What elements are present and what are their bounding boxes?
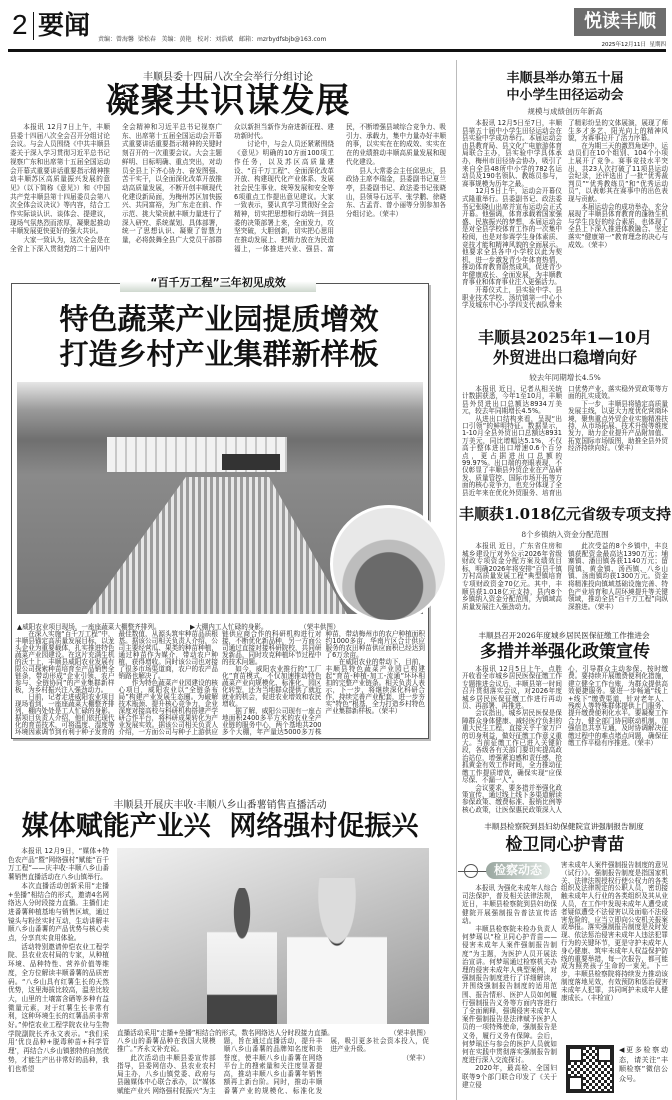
- paragraph: 本报讯 为强化未成年人综合司法保护，普及相关法律法规，近日，丰顺县检察院到县妇幼保健院开展强制报告普法宣传活动。: [462, 884, 557, 925]
- trade-subtitle: 较去年同期增长4.5%: [529, 373, 601, 382]
- paragraph: 本报讯 近日，记者从相关统计数据获悉，今年1至10月，丰顺县外贸进出口总额达8934万美元，较去年同期增长4.5%。: [462, 385, 562, 416]
- funding-subtitle: 8个乡镇纳入资金分配范围: [521, 530, 609, 539]
- procuratorate-kicker: 丰顺县检察院到县妇幼保健院宣讲强制报告制度: [484, 822, 644, 831]
- paragraph: 在威阳农业的带动下，目前，丰顺县特色蔬菜产业园已构建起“育苗-种植-加工-流通”环环相扣的完整产业链条。相关负责人表示，下一步，将继续深化科研合作，持续完善产业配套，进一步夯实“特色”根基，全力打造乡村特色产业集群新样板。（荣丰）: [325, 658, 425, 715]
- article3-kicker: 丰顺县开展庆丰收·丰顺八乡山番薯销售直播活动: [113, 800, 327, 811]
- procuratorate-body-right: [561, 862, 668, 1002]
- article3-body-bottom: [117, 1037, 429, 1099]
- paragraph: 讨论中，与会人员还紧紧围绕《意见》明确的10方面100项工作任务，以及苏区高质量建设、“百千万工程”、全面深化改革开放、构建现代化产业体系、发展社会民生事业、统筹发展和安全等6项重点工作提出意见建议。大家一致表示，要认真学习贯彻好全会精神，切实把思想和行动统一到县委的决策部署上来，全面发力，攻坚突破，大胆创新，切实把心思用在推动发展上、把精力放在为民造福上，一体推进兴业、强县、富民，不断增强县域综合竞争力、吸引力、承载力，集中力量办好丰顺的事，以实实在在的成效、实实在在的业绩推动丰顺高质量发展和现代化建设。: [234, 123, 446, 253]
- paragraph: 在为期三天的激烈角逐中，运动员们在10个组别、104个小项上展开了竞争。赛事竞技水平突出，共23人次打破了11项县运动会纪录，还评选出了一批“优秀裁判员”“优秀教练员”和“优秀运动员”，以表彰其在赛事中的出色表现与贡献。: [568, 141, 668, 203]
- paragraph: 大家一致认为，这次全会是在全省上下深入贯彻党的二十届四中全会精神和习近平总书记视察广东、出席第十五届全国运动会开幕式重要讲话重要指示精神的关键时刻召开的一次重要会议。大会主题鲜明、目标明确、重点突出，对动员全县上下齐心协力、奋发图强、苦干实干，以全面深化改革开放推动高质量发展，不断开创丰顺现代化建设新局面，为梅州苏区加快振兴、共同富裕，为广东走在前、作示范、挑大梁贡献丰顺力量进行了深入研究、系统谋划、具体部署，统一了思想认识、凝聚了智慧力量，必将鼓舞全县广大党员干部群众以新担当新作为奋进新征程、建功新时代。: [10, 123, 334, 253]
- sports-subtitle: 规模与成绩创历年新高: [527, 107, 603, 116]
- paragraph: 本次直播活动创新采用“走播+坐播”相结合的形式，邀请4名网络达人分时段接力直播。主播们走进番薯种植基地与销售区域，通过镜头与粉丝实时互动，生动讲解丰顺八乡山番薯的产品优势与核心卖点，分享真实食用体验。: [8, 881, 109, 943]
- paragraph: 此次受益的8个乡镇中，丰良镇获配资金最高达1390万元；埔寨镇、潘田镇各获1140万元；留隍镇、黄金镇、汤西镇、八乡山镇、汤南镇均获1300万元。资金将精准投向镇域基础设施完善、特色产业培育和人居环境提升等关键领域，推动全县“百千万工程”向纵深推进。（荣丰）: [568, 542, 668, 611]
- paragraph: 日前，记者走进威阳农业项目现场看到，一座座蔬菜大棚整齐排列，棚内处处是工人忙碌的身影。据项目负责人介绍，他们依托现代化的育苗技术，可将温度、湿度等环境因素调节到有利于种子发育的最佳数值，从源头筑牢种苗品质根基。据该公司相关负责人介绍，公司主要经营瓜、果类的种苗种植，通过种苗作为媒介，带动农户种植，获得增收。同时该公司也对接了很多市场渠道商，农户的农产品销路也解决了。: [15, 630, 218, 736]
- paragraph: 本报讯 12月5日至7日，丰顺县第五十届中小学生田径运动会在县实验中学成功举行。本届运动会由县教育局、县文化广电旅游体育局联合主办，县实验中学具体承办，梅州市田径协会协办，吸引了来自全县48所中小学的782名运动员及190名领队、教练员参与，赛事规模为历年之最。: [462, 119, 562, 188]
- qr-finder: [568, 1076, 583, 1091]
- paragraph: 八乡山的番薯品种在我国大规模推广。”齐永文补充说。: [117, 1037, 216, 1054]
- procuratorate-title: 检卫同心护青苗: [505, 835, 625, 855]
- livestream-photo: [117, 848, 429, 1024]
- trade-title-line1: 丰顺县2025年1—10月: [478, 328, 652, 347]
- feature-caption-credit: （荣丰供图）: [300, 623, 340, 631]
- credits-line: 责编：曾海馨 梁松春 美编：黄艳 校对：刘浩斌 邮箱：mzrbydfsbjb@163.com: [98, 36, 327, 43]
- article3-title: 媒体赋能产业兴 网络强村促振兴: [21, 811, 419, 842]
- paragraph: 下一步，丰顺县将锚定高质量发展主线，以更大力度优化营商环境，聚焦重点外贸企业实施精准扶持，从市场拓展、技术升级等维度发力，助力企业提升产品附加值、拓宽国际市场版图，助推全县外贸经济持续向好。（荣丰）: [568, 399, 668, 453]
- paragraph: 本报讯 12月5日上午，点胜开收看全市城乡居民医保征缴工作专题推进会议后，丰顺县第一时间召开贯彻落实会议，对2026年度城乡居民医保征缴工作进行再动员、再部署、再推进。: [462, 665, 562, 711]
- paragraph: 在深入实施“百千万工程”中，丰顺县锚定高质量发展目标，以龙头企业为重要载体，扎实推进特色蔬菜产业园建设。在这片充满生机的沃土上，丰顺县威阳农业发展有限公司探索种苗培育至产品销售全链条，带动形成“企业引领、农户参与、全链协同”的产业集群新样板，为乡村振兴注入强劲动力。: [15, 630, 115, 694]
- insurance-body: [462, 666, 668, 816]
- paragraph: 本报讯 12月7日上午，丰顺县委十四届八次全会召开分组讨论会议。与会人员围绕《中共丰顺县委关于深入学习贯彻习近平总书记视察广东和出席第十五届全国运动会开幕式重要讲话重要指示精神推动丰顺苏区高质量振兴发展的意见》（以下简称《意见》）和《中国共产党丰顺县第十四届委员会第八次全体会议决议》等内容，结合工作实际谈认识、谈体会、提建议，现场气氛热烈而浓厚，凝聚起推动丰顺发展更快更好的强大共识。: [10, 123, 110, 236]
- paragraph: 如今，威阳农业推行的“工厂化”育苗模式，不仅加速推动特色蔬菜产业向规模化、标准化、园区化转型，还为当地群众提供了就近就业的机会，促进农业增效和农民增收。: [222, 665, 322, 708]
- qr-finder: [597, 1047, 612, 1062]
- greenhouse-rows: [87, 477, 347, 614]
- worker-inset-photo: [330, 505, 448, 623]
- paragraph: 本届运动会的成功举办，充分展现了丰顺县体育教育的蓬勃生机与学生良好的综合素质，也体现了全县上下深入推进体教融合、坚定落实“健康第一”教育理念的决心与成效。（荣丰）: [568, 202, 668, 249]
- building: [222, 454, 280, 470]
- paragraph: 会议指出，城乡居民医保是保障群众身体健康、减轻医疗负担的重大民生工程，直接关乎千家万户的切身利益，做好征缴工作意义重大。当前征缴工作已进入关键阶段，各级各有关部门要切实提高政治站位，增强紧迫感和责任感，抢抓黄金有效工作时间，全力推动征缴工作提质增效，确保实现“应保尽保、不漏一人”。: [462, 709, 562, 785]
- paragraph: 县人大常委会主任邱思庆，县政协主席李瑞金，县委副书记夏兰亭，县委副书记、政法委书记张晓山，县领导石远平、张学鹏、徐晓东、古孟青、曾小丽等分别参加各分组讨论。（荣丰）: [346, 166, 446, 219]
- masthead-divider: [33, 12, 34, 40]
- masthead-rule: [8, 49, 666, 52]
- paragraph: 2020年，最高检、全国妇联等9个部门联合印发了《关于建立侵: [462, 1064, 557, 1089]
- byline: （荣丰）: [402, 1053, 429, 1062]
- paragraph: 会议要求，要多措并举强化政策宣传，通过线上线下多渠道解读参保政策、缴费标准、报销比例等核心政策，让医保惠民政策深入人心，引导群众主动参保、按时缴费。要持续开展缴费便利化措施，建立健全工作台账，为群众提供高效便捷服务。要进一步畅通“线上+线下”缴费渠道，针对老年人、残疾人等特殊群体提供上门服务，提升缴费便利化水平。要凝聚工作合力，健全部门协同联动机制，加强信息共享互通，及时协调解决征缴过程中的难点堵点问题，确保征缴工作平稳有序推进。（荣丰）: [462, 665, 668, 814]
- issue-date: 2025年12月11日 星期四: [601, 42, 666, 48]
- article1-body: [10, 123, 446, 255]
- paragraph: 本报讯 近日，广东省住房和城乡建设厅对外公示2026年省级财政专项资金分配方案及绩效目标，明确2026年将安排“百县千镇万村高质量发展工程”典型镇培育专项财政资金70亿元。其中，丰顺县获1.018亿元支持，县内8个乡镇纳入资金分配范围，为镇域高质量发展注入强劲动力。: [462, 542, 562, 611]
- paragraph: 本报讯 12月9日，“媒体+特色农产品”暨“网络强村”赋能“百千万工程”——庆丰收·丰顺八乡山番薯销售直播活动在八乡山镇举行。: [8, 847, 109, 882]
- wechat-qr-code[interactable]: [568, 1047, 612, 1091]
- article3-body-left: [8, 847, 109, 1073]
- feature-caption-main: ▲威阳农业项目现场，一座座蔬菜大棚整齐排列。: [17, 623, 161, 631]
- trade-title-line2: 外贸进出口稳增向好: [492, 348, 637, 367]
- host-man: [207, 888, 277, 1024]
- funding-title: 丰顺获1.018亿元省级专项支持: [459, 505, 671, 523]
- feature-title-line1: 特色蔬菜产业园提质增效: [59, 302, 379, 336]
- trade-body: [462, 386, 668, 498]
- paragraph: 丰顺县检察院未检办负责人何梦瑶以“检卫同心护青苗——侵害未成年人案件强制报告制度”为主题，为医护人员开展法治宣讲。何梦瑶通过检察机关办理的侵害未成年人典型案例，对强制报告制度进行了详细解读，并围绕强制报告制度的适用范围、报告情形、医护人员如何履行强制报告义务等方面内容进行了全面阐释，强调侵害未成年人案件强制报告是法律赋予医护人员的一项特殊使命，强制报告是义务，履行义务有保障。会后，何梦瑶还与参会的医护人员就如何在实践中贯彻落实强制报告制度进行深入交流探讨。: [462, 925, 557, 1065]
- article3-caption: 直播活动采用“走播+坐播”相结合的形式，数名网络达人分时段接力直播。: [117, 1029, 334, 1037]
- sports-body: [462, 120, 668, 314]
- article1-kicker: 丰顺县委十四届八次全会举行分组讨论: [143, 72, 313, 83]
- qr-note: ◀更多检察动态，请关注“丰顺检察”微信公众号。: [619, 1046, 668, 1083]
- feature-caption-inset: ▶大棚内工人忙碌的身影。: [190, 623, 268, 631]
- paragraph: 从进出口结构来看，呈现“出口引领”的鲜明特征。数据显示，1-10月全县外贸出口总额达8931万美元，同比增幅达5.1%，不仅高于整体进出口增速0.6个百分点，更占据进出口总额的99.97%。出口端的亮眼表现，不仅彰显了丰顺县外贸企业在产品研发、质量管控、国际市场开拓等方面的核心竞争力，也充分体现了全县近年来在优化外贸服务、培育出口优势产业、落实稳外贸政策等方面的扎实成效。: [462, 385, 668, 497]
- paragraph: 活动特别邀请仲恺农业工程学院、县农业农村局的专家，从种植环境、品种特性、营养价值等维度，全方位解读丰顺番薯的品质密码。“八乡山具有红薯生长的天然优势，这里海拔比较高，温差比较大，山里的土壤富含硒等多种有益微量元素，对于红薯生长非常有利，这种环境生长的红薯品质非常好。”仲恺农业工程学院农业与生物学院副院长齐永文表示。“我们采用‘优良品种+脱毒种苗+科学管理’，再结合八乡山镇独特的自然优势，才能生产出非常好的品种，我们也希望: [8, 942, 110, 1073]
- procuratorate-logo: [458, 861, 554, 881]
- logo-line: [458, 871, 488, 872]
- page-number: 2: [12, 9, 28, 40]
- section-logo: 悦读丰顺: [574, 8, 666, 36]
- column-divider: [456, 60, 457, 1100]
- paragraph: 12月5日上午，运动会开幕仪式隆重举行。县委副书记、政法委书记张晓山出席并宣布运动会正式开幕。他强调，体育承载着国家强盛、民族振兴的梦想，本届运动会是对全县学校体育工作的一次集中检阅，也是对参赛学生身体素质、竞技才能和精神风貌的全面展示。他要求全县各中小学校以此为契机，进一步激发青少年体育热情，推动体育教育蔚然成风，促进青少年健康成长、全面发展，为丰顺教育事业和体育事业注入更强活力。: [462, 187, 562, 287]
- paragraph: 此次活动由丰顺县委宣传部指导，县委网信办、县农业农村局主办，八乡山镇党委、政府与县融媒体中心联合承办，以“媒体赋能产业兴 网络强村促振兴”为主题，旨在通过直播活动，提升丰顺八乡山番薯的品牌知名度和美誉度，使丰顺八乡山番薯在网络平台上的搜索量和关注度显著提高，推动丰顺八乡山番薯年销售额再上新台阶。同时，推动丰顺番薯产业的规模化、标准化发展，吸引更多社会资本投入，促进产业升级。: [117, 1037, 429, 1095]
- sports-title-line2: 中小学生田径运动会: [506, 88, 624, 103]
- article1-title: 凝聚共识谋发展: [105, 81, 351, 121]
- procuratorate-body-left: [462, 884, 557, 1089]
- logo-text: 检察动态: [486, 862, 550, 879]
- feature-title-line2: 打造乡村产业集群新样板: [59, 337, 379, 371]
- article3-caption-credit: （荣丰供图）: [390, 1029, 430, 1037]
- feature-banner: “百千万工程”三年初见成效: [120, 274, 316, 292]
- qr-finder: [568, 1047, 583, 1062]
- sports-title-line1: 丰顺县举办第五十届: [506, 71, 624, 86]
- insurance-kicker: 丰顺县召开2026年度城乡居民医保征缴工作推进会: [478, 631, 650, 640]
- paragraph: 开幕仪式上，县实验中学、县职业技术学校、汤坑镇第一中心小学及城东中心小学四支代表队带来了精彩纷呈的文体展演，展现了师生多才多艺、阳光向上的精神风貌，为赛事拉开了活力序幕。: [462, 119, 668, 310]
- insurance-title: 多措并举强化政策宣传: [480, 642, 650, 662]
- feature-body: [15, 631, 425, 736]
- funding-body: [462, 543, 668, 623]
- paragraph: 据了解，威阳公司现有一座占地面积2400多平方米的农业全产业链的服务中心，两个基地共200多个大棚，年产量达5000多万株种苗，带动梅州市的农户种植面积约1000多亩，华南片区合计供应服务的农田种苗供应面积已经达到了6万余亩。: [222, 630, 425, 736]
- section-name: 要闻: [38, 11, 91, 41]
- masthead: [0, 0, 672, 52]
- paragraph: 害未成年人案件强制报告制度的意见（试行）》。强制报告制度是指国家机关、法律法规授权行使公权力的各类组织及法律规定的公职人员，密切接触未成年人行业的各类组织及其从业人员，在工作中发现未成年人遭受或者疑似遭受不法侵害以及面临不法侵害危险的，应当立即向公安机关报案或举报。落实强制报告制度是及时发现、依法惩治侵害未成年人违法犯罪行为的关键环节，更是守护未成年人身心健康、筑牢未成年人权益保护防线的重要举措，每一次报告，都可能成为照亮孩子生命的一束光。下一步，丰顺县检察院将持续发力推动该制度落地见效，有效预防和惩治侵害未成年人犯罪，共同呵护未成年人健康成长。（丰检宣）: [561, 861, 668, 1002]
- paragraph: 作为特色蔬菜产业园建设的核心项目，威阳农业以“全链条布局”构建产业发展生态圈。为破解技术瓶颈、提升核心竞争力，企业深度对接高校与科研机构搭建产学研合作平台，将科研成果转化为产业发展实效。据该公司相关负责人介绍，一方面公司与种子上游供应链供应商合作的科研机构进行对接，不断优化新品种，另一方面公司通过直接对接科研院校，共同研发新品，同时攻克种植环节过程中的技术问题。: [118, 630, 322, 736]
- host-woman: [287, 878, 387, 1024]
